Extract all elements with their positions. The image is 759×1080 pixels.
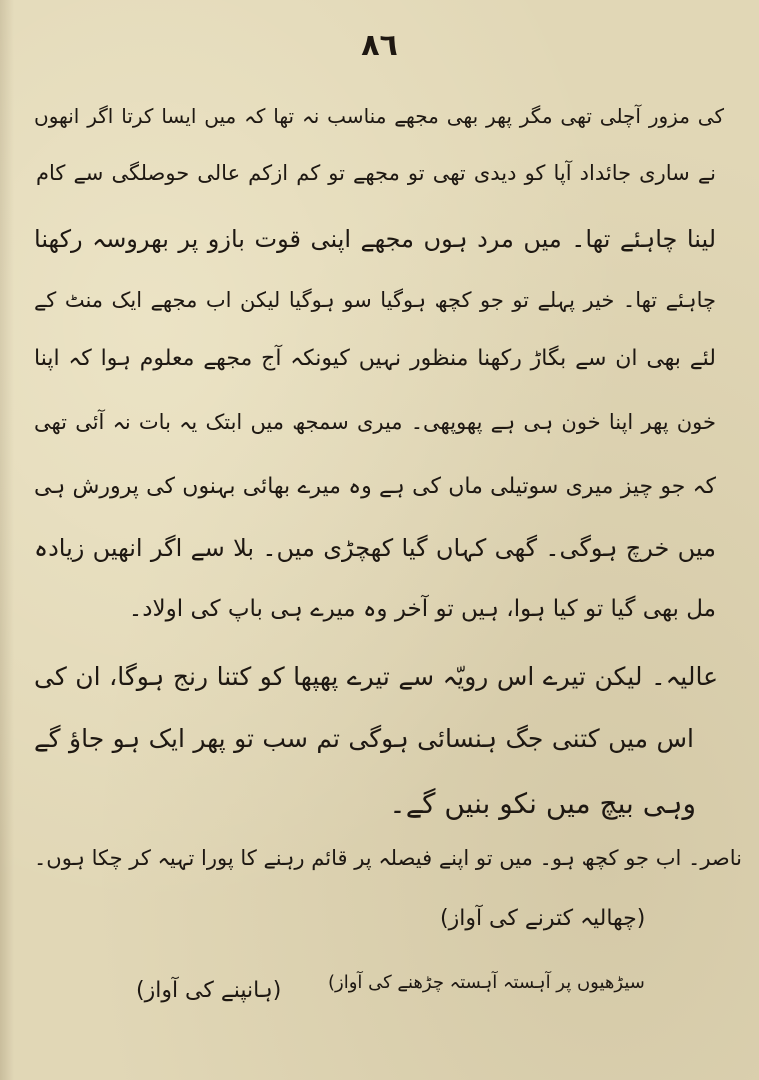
text-line-5: لئے بھی ان سے بگاڑ رکھنا منظور نہیں کیونکہ آج مجھے معلوم ہوا کہ اپنا [34, 346, 716, 371]
text-line-2: نے ساری جائداد آپا کو دیدی تھی تو مجھے تو کم ازکم عالی حوصلگی سے کام [36, 161, 716, 185]
text-line-8: میں خرچ ہوگی۔ گھی کہاں گیا کھچڑی میں۔ بلا سے اگر انھیں زیادہ [34, 534, 716, 562]
text-line-13: ناصر۔ اب جو کچھ ہو۔ میں تو اپنے فیصلہ پر قائم رہنے کا پورا تہیہ کر چکا ہوں۔ [34, 846, 742, 870]
text-line-6: خون پھر اپنا خون ہی ہے پھوپھی۔ میری سمجھ میں ابتک یہ بات نہ آئی تھی [34, 410, 716, 434]
stage-direction-areca-nut: (چھالیہ کترنے کی آواز) [440, 906, 646, 931]
text-line-3: لینا چاہئے تھا۔ میں مرد ہوں مجھے اپنی قوت بازو پر بھروسہ رکھنا [34, 225, 716, 253]
text-line-10: عالیہ۔ لیکن تیرے اس رویّہ سے تیرے پھپھا کو کتنا رنج ہوگا، ان کی [34, 662, 718, 691]
stage-direction-panting: (ہانپنے کی آواز) [136, 978, 282, 1003]
text-line-4: چاہئے تھا۔ خیر پہلے تو جو کچھ ہوگیا سو ہوگیا لیکن اب مجھے ایک منٹ کے [34, 288, 716, 312]
text-line-1: کی مزور آچلی تھی مگر پھر بھی مجھے مناسب نہ تھا کہ میں ایسا کرتا اگر انھوں [34, 104, 724, 128]
text-line-11: اس میں کتنی جگ ہنسائی ہوگی تم سب تو پھر ایک ہو جاؤ گے [34, 724, 694, 753]
text-line-7: کہ جو چیز میری سوتیلی ماں کی ہے وہ میرے بھائی بہنوں کی پرورش ہی [34, 474, 716, 499]
stage-direction-stairs: سیڑھیوں پر آہستہ آہستہ چڑھنے کی آواز) [328, 972, 645, 993]
text-line-12: وہی بیچ میں نکو بنیں گے۔ [389, 787, 696, 820]
page-number: ٨٦ [361, 28, 398, 63]
text-line-9: مل بھی گیا تو کیا ہوا، ہیں تو آخر وہ میرے ہی باپ کی اولاد۔ [128, 596, 716, 622]
